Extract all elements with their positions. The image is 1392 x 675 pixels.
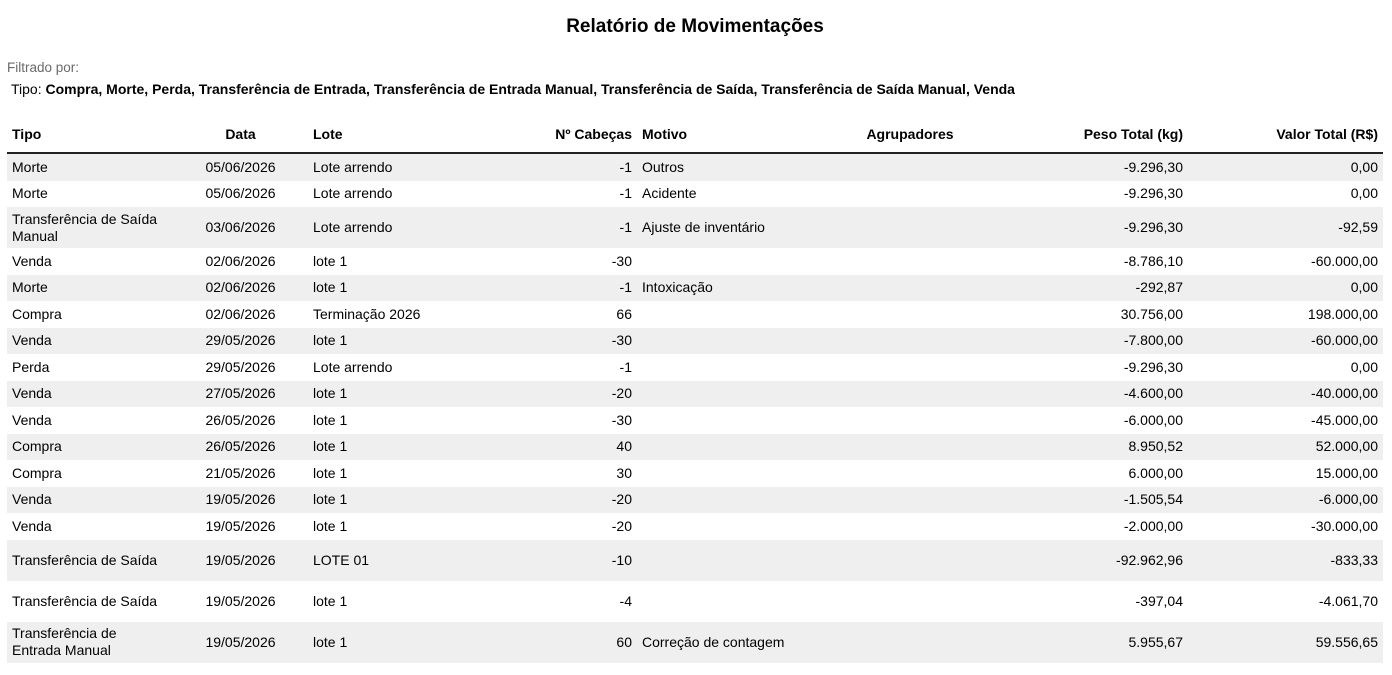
cell-peso: -2.000,00 bbox=[1003, 513, 1188, 540]
cell-motivo: Correção de contagem bbox=[637, 622, 817, 663]
cell-agrupadores bbox=[817, 207, 1003, 248]
cell-motivo bbox=[637, 581, 817, 622]
cell-data: 19/05/2026 bbox=[173, 540, 308, 581]
cell-motivo bbox=[637, 381, 817, 408]
cell-lote: lote 1 bbox=[308, 407, 468, 434]
cell-cabecas: -20 bbox=[468, 381, 637, 408]
cell-valor: 15.000,00 bbox=[1188, 460, 1383, 487]
cell-cabecas: -20 bbox=[468, 513, 637, 540]
cell-data: 03/06/2026 bbox=[173, 207, 308, 248]
cell-valor: -833,33 bbox=[1188, 540, 1383, 581]
cell-valor: -40.000,00 bbox=[1188, 381, 1383, 408]
cell-peso: -397,04 bbox=[1003, 581, 1188, 622]
cell-agrupadores bbox=[817, 434, 1003, 461]
cell-valor: -45.000,00 bbox=[1188, 407, 1383, 434]
cell-motivo bbox=[637, 328, 817, 355]
cell-motivo bbox=[637, 434, 817, 461]
cell-cabecas: -1 bbox=[468, 153, 637, 181]
cell-agrupadores bbox=[817, 540, 1003, 581]
table-row bbox=[7, 354, 1383, 381]
cell-agrupadores bbox=[817, 181, 1003, 208]
cell-lote: Lote arrendo bbox=[308, 181, 468, 208]
cell-agrupadores bbox=[817, 153, 1003, 181]
cell-motivo: Acidente bbox=[637, 181, 817, 208]
cell-motivo bbox=[637, 460, 817, 487]
cell-peso: -92.962,96 bbox=[1003, 540, 1188, 581]
column-header-valor: Valor Total (R$) bbox=[1188, 116, 1383, 153]
cell-data: 05/06/2026 bbox=[173, 153, 308, 181]
cell-lote: lote 1 bbox=[308, 622, 468, 663]
movements-table bbox=[7, 116, 1383, 663]
cell-lote: LOTE 01 bbox=[308, 540, 468, 581]
table-header-row bbox=[7, 116, 1383, 153]
cell-tipo: Transferência de Saída bbox=[7, 581, 173, 622]
cell-lote: lote 1 bbox=[308, 275, 468, 302]
cell-peso: 8.950,52 bbox=[1003, 434, 1188, 461]
cell-data: 02/06/2026 bbox=[173, 248, 308, 275]
cell-peso: -292,87 bbox=[1003, 275, 1188, 302]
cell-peso: -7.800,00 bbox=[1003, 328, 1188, 355]
cell-tipo: Compra bbox=[7, 460, 173, 487]
cell-tipo: Venda bbox=[7, 328, 173, 355]
cell-lote: Lote arrendo bbox=[308, 153, 468, 181]
column-header-cabecas: Nº Cabeças bbox=[468, 116, 637, 153]
cell-cabecas: -20 bbox=[468, 487, 637, 514]
cell-data: 19/05/2026 bbox=[173, 487, 308, 514]
column-header-agrupadores: Agrupadores bbox=[817, 116, 1003, 153]
table-row bbox=[7, 622, 1383, 663]
cell-motivo bbox=[637, 487, 817, 514]
cell-tipo: Transferência de Entrada Manual bbox=[7, 622, 173, 663]
cell-data: 27/05/2026 bbox=[173, 381, 308, 408]
cell-tipo: Venda bbox=[7, 407, 173, 434]
table-row bbox=[7, 581, 1383, 622]
cell-data: 26/05/2026 bbox=[173, 434, 308, 461]
cell-tipo: Venda bbox=[7, 487, 173, 514]
cell-cabecas: -30 bbox=[468, 248, 637, 275]
cell-data: 26/05/2026 bbox=[173, 407, 308, 434]
report-title: Relatório de Movimentações bbox=[566, 16, 824, 37]
cell-agrupadores bbox=[817, 354, 1003, 381]
cell-agrupadores bbox=[817, 487, 1003, 514]
cell-peso: 5.955,67 bbox=[1003, 622, 1188, 663]
cell-cabecas: -4 bbox=[468, 581, 637, 622]
cell-valor: -60.000,00 bbox=[1188, 248, 1383, 275]
cell-motivo bbox=[637, 354, 817, 381]
table-row bbox=[7, 275, 1383, 302]
cell-peso: -9.296,30 bbox=[1003, 181, 1188, 208]
cell-cabecas: -1 bbox=[468, 354, 637, 381]
cell-data: 19/05/2026 bbox=[173, 581, 308, 622]
cell-motivo: Intoxicação bbox=[637, 275, 817, 302]
cell-agrupadores bbox=[817, 328, 1003, 355]
table-row bbox=[7, 487, 1383, 514]
cell-agrupadores bbox=[817, 513, 1003, 540]
cell-tipo: Compra bbox=[7, 434, 173, 461]
cell-valor: 52.000,00 bbox=[1188, 434, 1383, 461]
table-row bbox=[7, 248, 1383, 275]
cell-cabecas: -30 bbox=[468, 328, 637, 355]
cell-tipo: Venda bbox=[7, 381, 173, 408]
table-row bbox=[7, 434, 1383, 461]
cell-cabecas: -1 bbox=[468, 275, 637, 302]
cell-cabecas: -1 bbox=[468, 207, 637, 248]
cell-lote: lote 1 bbox=[308, 460, 468, 487]
cell-tipo: Venda bbox=[7, 513, 173, 540]
cell-cabecas: 66 bbox=[468, 301, 637, 328]
table-row bbox=[7, 328, 1383, 355]
cell-valor: -6.000,00 bbox=[1188, 487, 1383, 514]
table-row bbox=[7, 301, 1383, 328]
cell-valor: -92,59 bbox=[1188, 207, 1383, 248]
table-row bbox=[7, 540, 1383, 581]
table-row bbox=[7, 181, 1383, 208]
cell-motivo bbox=[637, 248, 817, 275]
cell-peso: -8.786,10 bbox=[1003, 248, 1188, 275]
cell-peso: 6.000,00 bbox=[1003, 460, 1188, 487]
cell-tipo: Transferência de Saída Manual bbox=[7, 207, 173, 248]
table-body bbox=[7, 153, 1383, 663]
cell-peso: 30.756,00 bbox=[1003, 301, 1188, 328]
cell-tipo: Transferência de Saída bbox=[7, 540, 173, 581]
cell-valor: 0,00 bbox=[1188, 153, 1383, 181]
cell-agrupadores bbox=[817, 301, 1003, 328]
cell-lote: Lote arrendo bbox=[308, 354, 468, 381]
cell-valor: 198.000,00 bbox=[1188, 301, 1383, 328]
cell-lote: lote 1 bbox=[308, 581, 468, 622]
cell-motivo bbox=[637, 540, 817, 581]
cell-data: 21/05/2026 bbox=[173, 460, 308, 487]
cell-tipo: Morte bbox=[7, 181, 173, 208]
cell-valor: 59.556,65 bbox=[1188, 622, 1383, 663]
cell-tipo: Morte bbox=[7, 275, 173, 302]
cell-lote: lote 1 bbox=[308, 381, 468, 408]
cell-lote: lote 1 bbox=[308, 248, 468, 275]
cell-valor: -60.000,00 bbox=[1188, 328, 1383, 355]
column-header-peso: Peso Total (kg) bbox=[1003, 116, 1188, 153]
cell-agrupadores bbox=[817, 581, 1003, 622]
cell-agrupadores bbox=[817, 275, 1003, 302]
cell-lote: lote 1 bbox=[308, 513, 468, 540]
cell-cabecas: 30 bbox=[468, 460, 637, 487]
cell-cabecas: 40 bbox=[468, 434, 637, 461]
filter-line bbox=[11, 81, 1015, 97]
cell-motivo: Outros bbox=[637, 153, 817, 181]
cell-valor: 0,00 bbox=[1188, 181, 1383, 208]
cell-motivo bbox=[637, 407, 817, 434]
cell-peso: -9.296,30 bbox=[1003, 153, 1188, 181]
cell-motivo bbox=[637, 513, 817, 540]
cell-peso: -9.296,30 bbox=[1003, 354, 1188, 381]
cell-peso: -4.600,00 bbox=[1003, 381, 1188, 408]
table-row bbox=[7, 381, 1383, 408]
cell-valor: -4.061,70 bbox=[1188, 581, 1383, 622]
cell-motivo: Ajuste de inventário bbox=[637, 207, 817, 248]
cell-lote: lote 1 bbox=[308, 487, 468, 514]
table-row bbox=[7, 513, 1383, 540]
cell-lote: Lote arrendo bbox=[308, 207, 468, 248]
column-header-tipo: Tipo bbox=[7, 116, 173, 153]
table-row bbox=[7, 460, 1383, 487]
cell-lote: lote 1 bbox=[308, 434, 468, 461]
table-row bbox=[7, 407, 1383, 434]
cell-agrupadores bbox=[817, 460, 1003, 487]
cell-valor: 0,00 bbox=[1188, 275, 1383, 302]
cell-agrupadores bbox=[817, 622, 1003, 663]
column-header-lote: Lote bbox=[308, 116, 468, 153]
column-header-motivo: Motivo bbox=[637, 116, 817, 153]
filter-caption: Filtrado por: bbox=[7, 60, 80, 75]
table-row bbox=[7, 207, 1383, 248]
cell-tipo: Compra bbox=[7, 301, 173, 328]
cell-tipo: Morte bbox=[7, 153, 173, 181]
cell-data: 02/06/2026 bbox=[173, 301, 308, 328]
cell-data: 05/06/2026 bbox=[173, 181, 308, 208]
cell-tipo: Perda bbox=[7, 354, 173, 381]
cell-data: 29/05/2026 bbox=[173, 354, 308, 381]
cell-cabecas: -30 bbox=[468, 407, 637, 434]
filter-value: Compra, Morte, Perda, Transferência de Entrada, Transferência de Entrada Manual, Transferência de Saída, Transferência de Saída Manual, Venda bbox=[45, 81, 1015, 97]
cell-tipo: Venda bbox=[7, 248, 173, 275]
cell-agrupadores bbox=[817, 381, 1003, 408]
cell-data: 19/05/2026 bbox=[173, 622, 308, 663]
cell-data: 02/06/2026 bbox=[173, 275, 308, 302]
cell-agrupadores bbox=[817, 407, 1003, 434]
cell-peso: -9.296,30 bbox=[1003, 207, 1188, 248]
cell-data: 19/05/2026 bbox=[173, 513, 308, 540]
cell-data: 29/05/2026 bbox=[173, 328, 308, 355]
table-row bbox=[7, 153, 1383, 181]
cell-peso: -6.000,00 bbox=[1003, 407, 1188, 434]
cell-valor: -30.000,00 bbox=[1188, 513, 1383, 540]
cell-lote: Terminação 2026 bbox=[308, 301, 468, 328]
column-header-data: Data bbox=[173, 116, 308, 153]
cell-peso: -1.505,54 bbox=[1003, 487, 1188, 514]
cell-cabecas: -10 bbox=[468, 540, 637, 581]
cell-cabecas: 60 bbox=[468, 622, 637, 663]
filter-label: Tipo: bbox=[11, 81, 42, 97]
cell-lote: lote 1 bbox=[308, 328, 468, 355]
cell-motivo bbox=[637, 301, 817, 328]
cell-cabecas: -1 bbox=[468, 181, 637, 208]
cell-valor: 0,00 bbox=[1188, 354, 1383, 381]
cell-agrupadores bbox=[817, 248, 1003, 275]
